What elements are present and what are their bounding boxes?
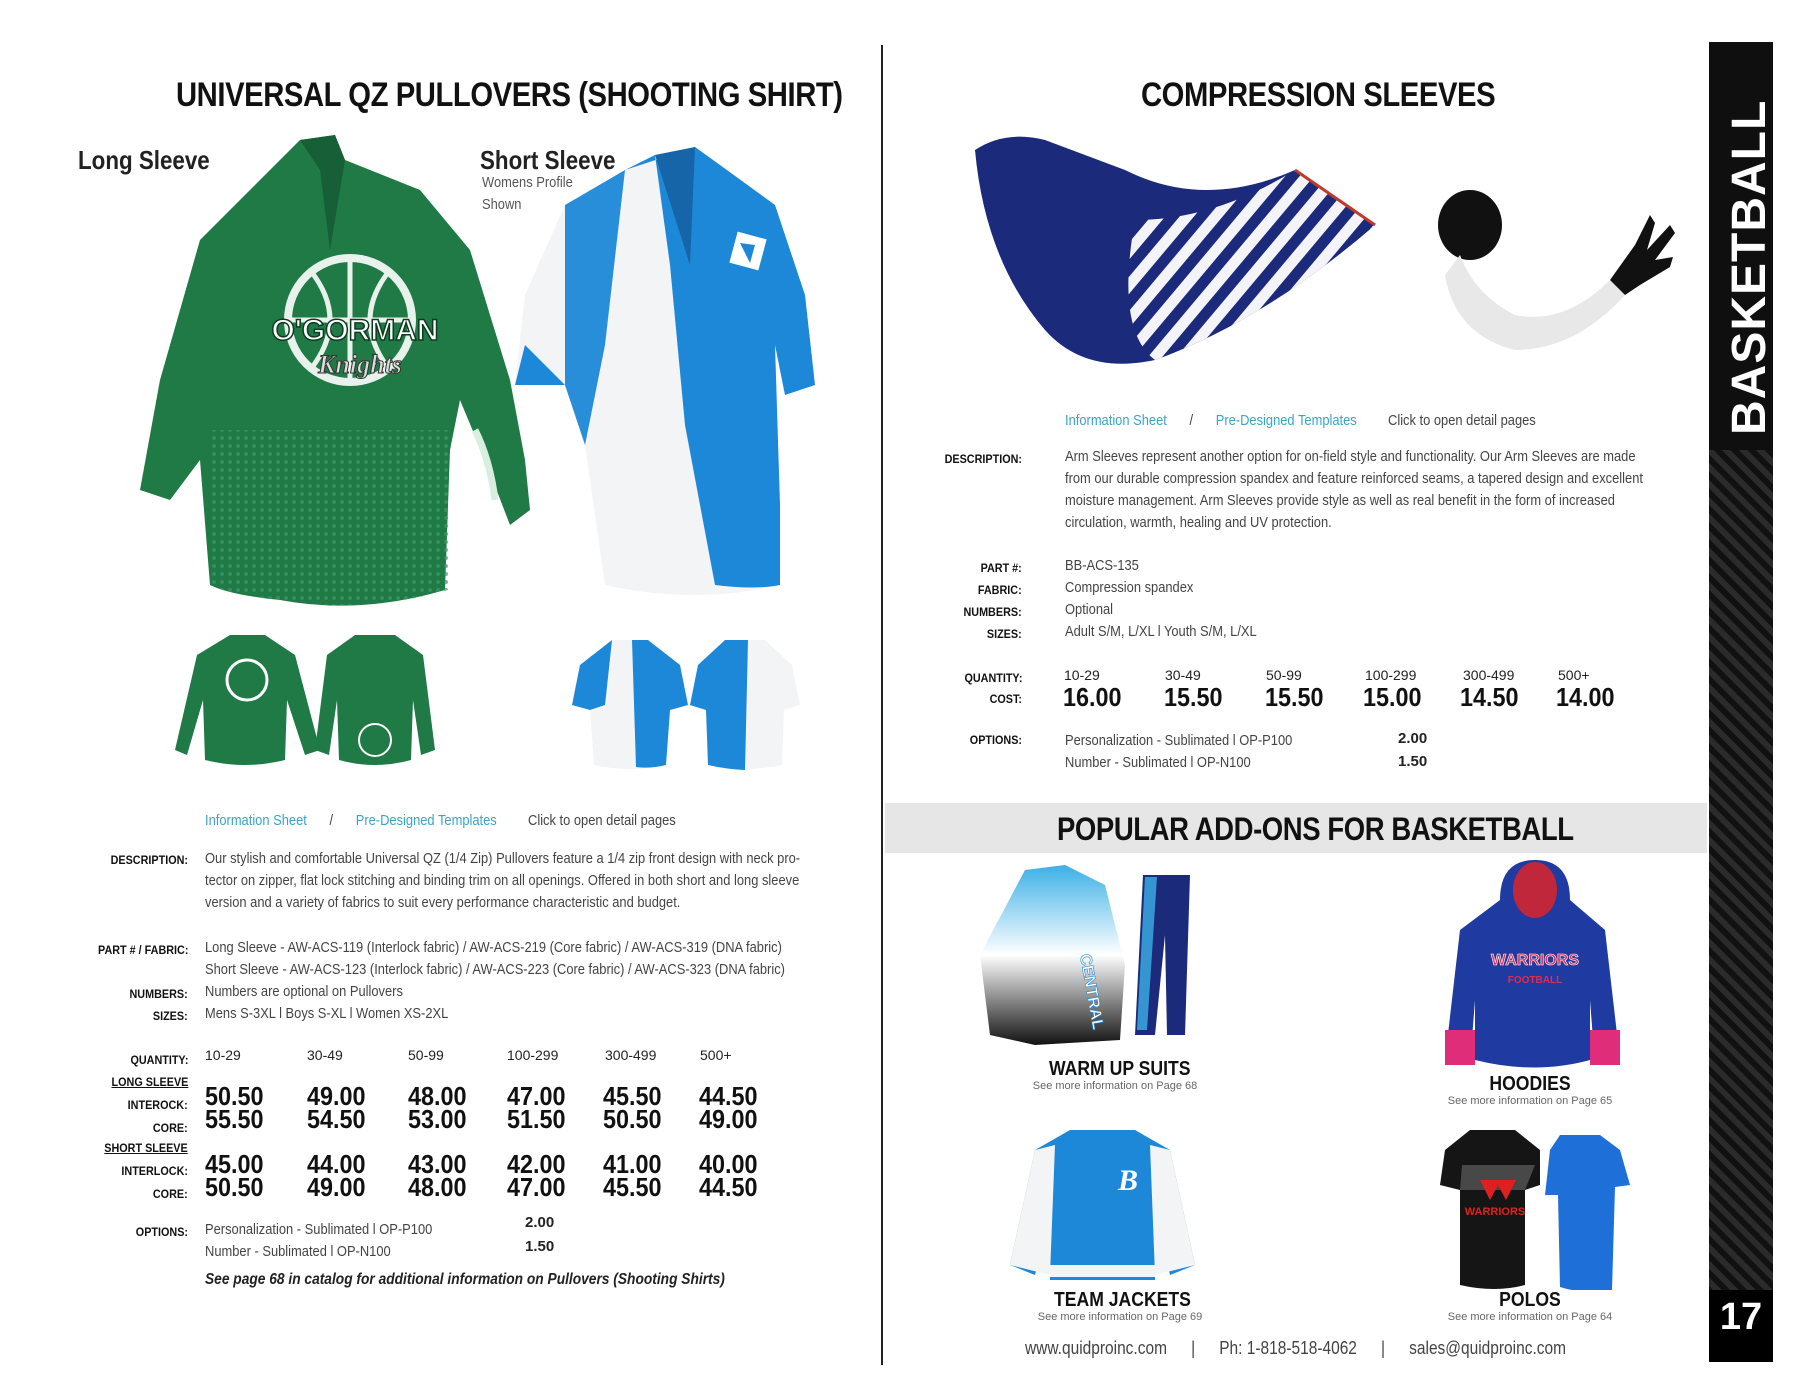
warm-up-suit-image (975, 865, 1200, 1050)
price-cell: 50.50 (603, 1104, 662, 1134)
arm-sleeve-figure (1435, 185, 1675, 355)
option-name: Personalization - Sublimated l OP-P100 (1065, 732, 1293, 749)
quantity-label: QUANTITY: (964, 671, 1022, 685)
description-line: moisture management. Arm Sleeves provide style as well as real benefit in the form of increased (1065, 492, 1615, 509)
price-cell: 48.00 (408, 1172, 467, 1202)
price-cell: 51.50 (507, 1104, 566, 1134)
quantity-label: QUANTITY: (130, 1053, 188, 1067)
description-line: version and a variety of fabrics to suit every performance characteristic and budget. (205, 894, 681, 911)
description-line: tector on zipper, flat lock stitching and binding trim on all openings. Offered in both short and long sleeve (205, 872, 800, 889)
addon-subtitle: See more information on Page 65 (1447, 1095, 1613, 1107)
fabric-value: Compression spandex (1065, 579, 1194, 596)
shirt-logo-text: O'GORMAN (271, 314, 439, 347)
addon-subtitle: See more information on Page 64 (1447, 1311, 1613, 1323)
quantity-tier: 100-299 (507, 1047, 559, 1063)
option-name: Number - Sublimated l OP-N100 (1065, 754, 1251, 771)
row-label: INTEROCK: (127, 1098, 188, 1112)
price-cell: 55.50 (205, 1104, 264, 1134)
footnote: See page 68 in catalog for additional information on Pullovers (Shooting Shirts) (205, 1271, 725, 1288)
jacket-letter: B (1117, 1164, 1139, 1197)
cost-cell: 16.00 (1063, 682, 1122, 712)
price-cell: 45.50 (603, 1081, 662, 1111)
green-pullover-front-thumb (175, 630, 320, 765)
option-price: 1.50 (1398, 753, 1428, 770)
price-cell: 47.00 (507, 1172, 566, 1202)
price-cell: 49.00 (699, 1104, 758, 1134)
left-links (205, 810, 676, 832)
price-cell: 49.00 (307, 1172, 366, 1202)
addon-subtitle: See more information on Page 68 (1032, 1080, 1198, 1092)
footer-separator: | (1191, 1338, 1196, 1358)
footer-contact (1025, 1338, 1566, 1359)
price-cell: 54.50 (307, 1104, 366, 1134)
price-cell: 45.50 (603, 1172, 662, 1202)
footer-separator: | (1381, 1338, 1386, 1358)
shirt-logo-text: Knights (318, 350, 402, 379)
short-sleeve-note: Womens Profile (482, 174, 573, 191)
blue-pullover-image (505, 145, 825, 595)
quantity-tier: 10-29 (1064, 667, 1100, 683)
short-sleeve-label: Short Sleeve (480, 145, 616, 175)
part-line: Short Sleeve - AW-ACS-123 (Interlock fabric) / AW-ACS-223 (Core fabric) / AW-ACS-323 (DNA fabric) (205, 961, 785, 978)
option-price: 2.00 (1398, 730, 1428, 747)
description-label: DESCRIPTION: (110, 853, 188, 867)
polo-image (1440, 1125, 1635, 1290)
options-label: OPTIONS: (135, 1225, 188, 1239)
price-cell: 43.00 (408, 1149, 467, 1179)
quantity-tier: 500+ (700, 1047, 732, 1063)
numbers-label: NUMBERS: (129, 987, 188, 1001)
quantity-tier: 30-49 (307, 1047, 343, 1063)
page-divider (881, 45, 883, 1365)
blue-pullover-front-thumb (570, 635, 690, 770)
price-cell: 49.00 (307, 1081, 366, 1111)
green-pullover-image (130, 130, 530, 610)
description-line: Our stylish and comfortable Universal QZ (1/4 Zip) Pullovers feature a 1/4 zip front design with neck pro- (205, 850, 801, 867)
addons-title: POPULAR ADD-ONS FOR BASKETBALL (1057, 811, 1574, 847)
price-cell: 53.00 (408, 1104, 467, 1134)
row-label: INTERLOCK: (121, 1164, 188, 1178)
price-cell: 47.00 (507, 1081, 566, 1111)
numbers-label: NUMBERS: (963, 605, 1022, 619)
cost-label: COST: (989, 692, 1022, 706)
long-sleeve-heading: LONG SLEEVE (111, 1075, 188, 1089)
sizes-label: SIZES: (987, 627, 1022, 641)
addon-title: TEAM JACKETS (1054, 1289, 1191, 1311)
part-fabric-label: PART # / FABRIC: (97, 943, 188, 957)
blue-pullover-back-thumb (690, 635, 800, 770)
numbers-value: Optional (1065, 601, 1114, 618)
numbers-value: Numbers are optional on Pullovers (205, 983, 403, 1000)
quantity-tier: 100-299 (1365, 667, 1417, 683)
website-link[interactable]: www.quidproinc.com (1025, 1338, 1167, 1358)
description-line: circulation, warmth, healing and UV protection. (1065, 514, 1332, 531)
price-cell: 48.00 (408, 1081, 467, 1111)
detail-pages-hint: Click to open detail pages (528, 812, 676, 829)
pre-designed-templates-link[interactable]: Pre-Designed Templates (355, 812, 497, 829)
cost-cell: 14.00 (1556, 682, 1615, 712)
price-cell: 50.50 (205, 1172, 264, 1202)
right-links (1065, 410, 1536, 432)
price-cell: 44.00 (307, 1149, 366, 1179)
phone-number: Ph: 1-818-518-4062 (1219, 1338, 1357, 1358)
green-pullover-back-thumb (315, 630, 435, 765)
email-link[interactable]: sales@quidproinc.com (1409, 1338, 1566, 1358)
polo-logo-text: WARRIORS (1464, 1206, 1526, 1218)
part-value: BB-ACS-135 (1065, 557, 1139, 574)
sizes-value: Adult S/M, L/XL l Youth S/M, L/XL (1065, 623, 1257, 640)
option-price: 1.50 (525, 1238, 555, 1255)
description-label: DESCRIPTION: (944, 452, 1022, 466)
quantity-tier: 300-499 (605, 1047, 657, 1063)
detail-pages-hint: Click to open detail pages (1388, 412, 1536, 429)
row-label: CORE: (153, 1121, 188, 1135)
information-sheet-link[interactable]: Information Sheet (1065, 412, 1167, 429)
sizes-label: SIZES: (153, 1009, 188, 1023)
quantity-tier: 30-49 (1165, 667, 1201, 683)
price-cell: 42.00 (507, 1149, 566, 1179)
quantity-tier: 10-29 (205, 1047, 241, 1063)
information-sheet-link[interactable]: Information Sheet (205, 812, 307, 829)
quantity-tier: 50-99 (1266, 667, 1302, 683)
compression-sleeve-image (965, 130, 1385, 370)
price-cell: 44.50 (699, 1081, 758, 1111)
right-page-title: COMPRESSION SLEEVES (1141, 76, 1496, 114)
hoodie-logo-text: WARRIORS (1491, 952, 1579, 969)
price-cell: 41.00 (603, 1149, 662, 1179)
page-number: 17 (1719, 1296, 1763, 1338)
option-name: Number - Sublimated l OP-N100 (205, 1243, 391, 1260)
section-name: BASKETBALL (1723, 99, 1776, 435)
warm-up-jacket-text: CENTRAL (1076, 952, 1107, 1031)
short-sleeve-heading: SHORT SLEEVE (104, 1141, 188, 1155)
part-line: Long Sleeve - AW-ACS-119 (Interlock fabric) / AW-ACS-219 (Core fabric) / AW-ACS-319 (DNA fabric) (205, 939, 782, 956)
quantity-tier: 50-99 (408, 1047, 444, 1063)
part-label: PART #: (980, 561, 1022, 575)
addon-subtitle: See more information on Page 69 (1037, 1311, 1203, 1323)
option-price: 2.00 (525, 1214, 555, 1231)
fabric-label: FABRIC: (978, 583, 1022, 597)
price-cell: 45.00 (205, 1149, 264, 1179)
addon-title: POLOS (1499, 1289, 1561, 1311)
addon-title: HOODIES (1489, 1073, 1571, 1095)
hoodie-logo-text: FOOTBALL (1507, 975, 1563, 986)
quantity-tier: 300-499 (1463, 667, 1515, 683)
price-cell: 40.00 (699, 1149, 758, 1179)
cost-cell: 15.50 (1164, 682, 1223, 712)
description-line: Arm Sleeves represent another option for on-field style and functionality. Our Arm Sleeves are made (1065, 448, 1636, 465)
cost-cell: 15.50 (1265, 682, 1324, 712)
left-page-title: UNIVERSAL QZ PULLOVERS (SHOOTING SHIRT) (176, 76, 843, 114)
team-jacket-image (1010, 1125, 1195, 1285)
option-name: Personalization - Sublimated l OP-P100 (205, 1221, 433, 1238)
hoodie-image (1440, 860, 1625, 1075)
pre-designed-templates-link[interactable]: Pre-Designed Templates (1215, 412, 1357, 429)
sizes-value: Mens S-3XL l Boys S-XL l Women XS-2XL (205, 1005, 449, 1022)
long-sleeve-label: Long Sleeve (78, 145, 210, 175)
options-label: OPTIONS: (969, 733, 1022, 747)
link-separator: / (1189, 412, 1194, 429)
addon-title: WARM UP SUITS (1049, 1058, 1191, 1080)
cost-cell: 14.50 (1460, 682, 1519, 712)
quantity-tier: 500+ (1558, 667, 1590, 683)
price-cell: 50.50 (205, 1081, 264, 1111)
short-sleeve-note: Shown (482, 196, 522, 213)
price-cell: 44.50 (699, 1172, 758, 1202)
link-separator: / (329, 812, 334, 829)
cost-cell: 15.00 (1363, 682, 1422, 712)
description-line: from our durable compression spandex and feature reinforced seams, a tapered design and excellent (1065, 470, 1643, 487)
row-label: CORE: (153, 1187, 188, 1201)
